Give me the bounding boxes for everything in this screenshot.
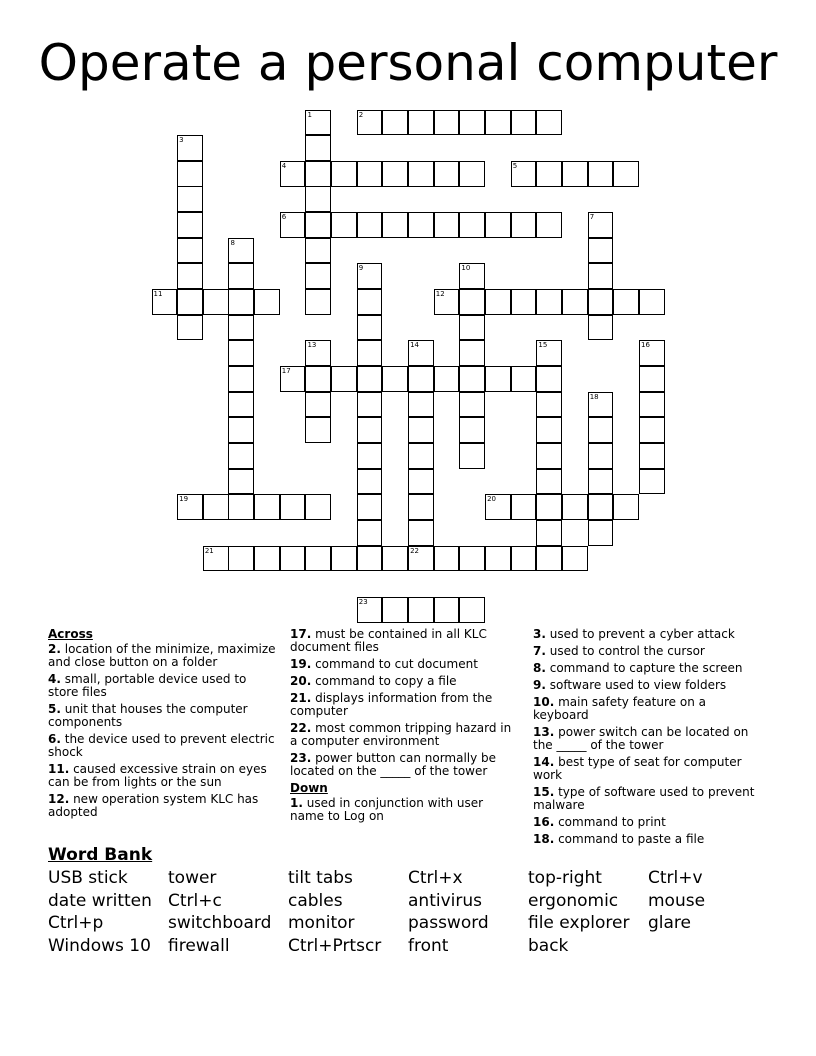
grid-cell[interactable] <box>305 263 331 289</box>
clue-text: command to copy a file <box>311 674 457 688</box>
grid-cell[interactable] <box>485 289 511 315</box>
grid-cell[interactable] <box>408 212 434 238</box>
clue-number: 5 <box>512 161 518 170</box>
grid-cell[interactable] <box>382 212 408 238</box>
grid-cell[interactable] <box>382 366 408 392</box>
grid-cell[interactable] <box>305 546 331 572</box>
word-bank-item: USB stick <box>48 868 128 888</box>
grid-cell[interactable] <box>536 443 562 469</box>
down-clue-list <box>290 797 518 823</box>
grid-cell[interactable] <box>511 366 537 392</box>
across-heading: Across <box>48 627 93 641</box>
grid-cell[interactable] <box>459 315 485 341</box>
grid-cell[interactable] <box>280 494 306 520</box>
grid-cell[interactable] <box>511 212 537 238</box>
clue-number: 14. <box>533 755 555 769</box>
clue-number: 23 <box>358 598 368 607</box>
grid-cell[interactable] <box>357 417 383 443</box>
down-clue-list-continued <box>533 628 765 846</box>
grid-cell[interactable] <box>536 392 562 418</box>
clue-item <box>290 628 518 654</box>
grid-cell[interactable] <box>228 238 254 264</box>
grid-cell[interactable] <box>588 289 614 315</box>
grid-cell[interactable] <box>357 546 383 572</box>
clue-text: small, portable device used to store files <box>48 672 247 699</box>
grid-cell[interactable] <box>485 212 511 238</box>
grid-cell[interactable] <box>562 161 588 187</box>
word-bank-item: back <box>528 936 569 957</box>
grid-cell[interactable] <box>408 340 434 366</box>
grid-cell[interactable] <box>639 289 665 315</box>
clue-item <box>48 793 276 819</box>
grid-cell[interactable] <box>536 494 562 520</box>
grid-cell[interactable] <box>536 110 562 136</box>
grid-cell[interactable] <box>357 597 383 623</box>
grid-cell[interactable] <box>177 289 203 315</box>
clue-text: command to paste a file <box>554 832 705 846</box>
grid-cell[interactable] <box>305 186 331 212</box>
grid-cell[interactable] <box>408 417 434 443</box>
clue-item <box>290 692 518 718</box>
word-bank-item: mouse <box>648 890 706 911</box>
clue-number: 3. <box>533 627 546 641</box>
grid-cell[interactable] <box>357 366 383 392</box>
page-title: Operate a personal computer <box>38 34 778 92</box>
grid-cell[interactable] <box>562 546 588 572</box>
grid-cell[interactable] <box>254 494 280 520</box>
grid-cell[interactable] <box>639 469 665 495</box>
word-bank-item: monitor <box>288 913 355 934</box>
clue-item <box>48 763 276 789</box>
grid-cell[interactable] <box>588 238 614 264</box>
grid-cell[interactable] <box>228 263 254 289</box>
down-heading: Down <box>290 781 328 795</box>
grid-cell[interactable] <box>588 443 614 469</box>
grid-cell[interactable] <box>459 263 485 289</box>
word-bank-item: cables <box>288 890 343 911</box>
grid-cell[interactable] <box>434 212 460 238</box>
clue-number: 21. <box>290 691 312 705</box>
clue-text: command to cut document <box>311 657 478 671</box>
grid-cell[interactable] <box>177 135 203 161</box>
clue-number: 23. <box>290 751 312 765</box>
clue-number: 1. <box>290 796 303 810</box>
grid-cell[interactable] <box>613 494 639 520</box>
word-bank-item: Ctrl+p <box>48 913 104 934</box>
grid-cell[interactable] <box>485 366 511 392</box>
grid-cell[interactable] <box>305 366 331 392</box>
grid-cell[interactable] <box>305 238 331 264</box>
clue-number: 18 <box>589 392 599 401</box>
clue-number: 15 <box>538 341 548 350</box>
grid-cell[interactable] <box>305 289 331 315</box>
grid-cell[interactable] <box>562 494 588 520</box>
grid-cell[interactable] <box>588 469 614 495</box>
clue-item <box>48 733 276 759</box>
clue-item <box>533 756 765 782</box>
clue-number: 11. <box>48 762 70 776</box>
grid-cell[interactable] <box>459 392 485 418</box>
word-bank-item: date written <box>48 890 152 911</box>
grid-cell[interactable] <box>331 161 357 187</box>
word-bank-item: file explorer <box>528 913 630 934</box>
clue-number: 6 <box>281 213 287 222</box>
grid-cell[interactable] <box>408 520 434 546</box>
word-bank-item: switchboard <box>168 913 272 934</box>
clue-number: 19. <box>290 657 312 671</box>
clue-text: used to prevent a cyber attack <box>545 627 735 641</box>
clue-text: power button can normally be located on the _____ of the tower <box>290 751 497 778</box>
grid-cell[interactable] <box>228 417 254 443</box>
clue-text: command to capture the screen <box>545 661 743 675</box>
grid-cell[interactable] <box>357 289 383 315</box>
grid-cell[interactable] <box>357 469 383 495</box>
clue-number: 3 <box>179 136 184 145</box>
clue-text: used to control the cursor <box>545 644 705 658</box>
word-bank-item: Ctrl+Prtscr <box>288 936 382 957</box>
grid-cell[interactable] <box>588 315 614 341</box>
clue-number: 17 <box>281 367 291 376</box>
grid-cell[interactable] <box>434 597 460 623</box>
grid-cell[interactable] <box>305 392 331 418</box>
word-bank <box>48 845 768 958</box>
grid-cell[interactable] <box>408 597 434 623</box>
grid-cell[interactable] <box>536 340 562 366</box>
clue-item <box>533 726 765 752</box>
clue-number: 11 <box>153 290 163 299</box>
grid-cell[interactable] <box>639 340 665 366</box>
grid-cell[interactable] <box>613 289 639 315</box>
clue-number: 22 <box>410 546 420 555</box>
grid-cell[interactable] <box>459 366 485 392</box>
grid-cell[interactable] <box>408 110 434 136</box>
grid-cell[interactable] <box>177 238 203 264</box>
clue-item <box>290 658 518 671</box>
clue-text: new operation system KLC has adopted <box>48 792 259 819</box>
clue-text: the device used to prevent electric shock <box>48 732 275 759</box>
grid-cell[interactable] <box>203 546 229 572</box>
grid-cell[interactable] <box>357 161 383 187</box>
grid-cell[interactable] <box>228 289 254 315</box>
word-bank-item: Ctrl+x <box>408 868 463 888</box>
grid-cell[interactable] <box>639 392 665 418</box>
clue-number: 2. <box>48 642 61 656</box>
clue-number: 16. <box>533 815 555 829</box>
clue-number: 7. <box>533 644 546 658</box>
clue-number: 9 <box>358 264 364 273</box>
grid-cell[interactable] <box>305 340 331 366</box>
grid-cell[interactable] <box>588 263 614 289</box>
grid-cell[interactable] <box>562 289 588 315</box>
grid-cell[interactable] <box>203 494 229 520</box>
grid-cell[interactable] <box>177 161 203 187</box>
grid-cell[interactable] <box>536 212 562 238</box>
grid-cell[interactable] <box>536 469 562 495</box>
grid-cell[interactable] <box>228 392 254 418</box>
clue-number: 22. <box>290 721 312 735</box>
grid-cell[interactable] <box>228 443 254 469</box>
grid-cell[interactable] <box>588 520 614 546</box>
grid-cell[interactable] <box>305 135 331 161</box>
grid-cell[interactable] <box>459 597 485 623</box>
grid-cell[interactable] <box>228 366 254 392</box>
clue-number: 21 <box>204 546 214 555</box>
grid-cell[interactable] <box>434 366 460 392</box>
clue-text: software used to view folders <box>545 678 727 692</box>
word-bank-item: tower <box>168 868 217 888</box>
grid-cell[interactable] <box>382 546 408 572</box>
clue-number: 19 <box>179 495 189 504</box>
grid-cell[interactable] <box>408 469 434 495</box>
grid-cell[interactable] <box>382 597 408 623</box>
grid-cell[interactable] <box>511 494 537 520</box>
grid-cell[interactable] <box>459 212 485 238</box>
grid-cell[interactable] <box>459 289 485 315</box>
grid-cell[interactable] <box>177 263 203 289</box>
across-clue-list <box>48 643 276 819</box>
clue-item <box>290 797 518 823</box>
grid-cell[interactable] <box>357 494 383 520</box>
grid-cell[interactable] <box>408 494 434 520</box>
word-bank-item: front <box>408 936 449 957</box>
clue-number: 12. <box>48 792 70 806</box>
grid-cell[interactable] <box>588 417 614 443</box>
grid-cell[interactable] <box>305 212 331 238</box>
clue-item <box>533 696 765 722</box>
grid-cell[interactable] <box>177 494 203 520</box>
clue-item <box>290 722 518 748</box>
clue-number: 18. <box>533 832 555 846</box>
grid-cell[interactable] <box>408 443 434 469</box>
grid-cell[interactable] <box>331 212 357 238</box>
grid-cell[interactable] <box>254 289 280 315</box>
grid-cell[interactable] <box>434 289 460 315</box>
grid-cell[interactable] <box>536 546 562 572</box>
clue-number: 10 <box>461 264 471 273</box>
grid-cell[interactable] <box>305 494 331 520</box>
clue-text: must be contained in all KLC document files <box>290 627 487 654</box>
grid-cell[interactable] <box>536 417 562 443</box>
clue-number: 4. <box>48 672 61 686</box>
clue-text: caused excessive strain on eyes can be from lights or the sun <box>48 762 267 789</box>
grid-cell[interactable] <box>459 340 485 366</box>
grid-cell[interactable] <box>511 289 537 315</box>
clue-number: 5. <box>48 702 61 716</box>
clue-number: 6. <box>48 732 61 746</box>
grid-cell[interactable] <box>280 546 306 572</box>
clue-number: 8. <box>533 661 546 675</box>
grid-cell[interactable] <box>485 494 511 520</box>
grid-cell[interactable] <box>639 366 665 392</box>
grid-cell[interactable] <box>228 494 254 520</box>
clue-number: 17. <box>290 627 312 641</box>
clue-number: 20. <box>290 674 312 688</box>
clue-item <box>290 752 518 778</box>
grid-cell[interactable] <box>305 110 331 136</box>
clue-number: 10. <box>533 695 555 709</box>
word-bank-item: top-right <box>528 868 602 888</box>
grid-cell[interactable] <box>228 315 254 341</box>
grid-cell[interactable] <box>280 366 306 392</box>
grid-cell[interactable] <box>305 417 331 443</box>
word-bank-item: Ctrl+c <box>168 890 222 911</box>
grid-cell[interactable] <box>280 161 306 187</box>
grid-cell[interactable] <box>357 443 383 469</box>
clue-item <box>48 643 276 669</box>
clue-item <box>533 679 765 692</box>
word-bank-item: ergonomic <box>528 890 619 911</box>
grid-cell[interactable] <box>408 366 434 392</box>
grid-cell[interactable] <box>588 212 614 238</box>
grid-cell[interactable] <box>228 546 254 572</box>
word-bank-heading: Word Bank <box>48 845 153 865</box>
clues-column-2 <box>290 628 518 827</box>
clue-text: command to print <box>554 815 666 829</box>
word-bank-item: Ctrl+v <box>648 868 703 888</box>
clue-item <box>533 662 765 675</box>
clue-item <box>533 628 765 641</box>
grid-cell[interactable] <box>459 110 485 136</box>
grid-cell[interactable] <box>639 443 665 469</box>
grid-cell[interactable] <box>434 546 460 572</box>
grid-cell[interactable] <box>357 315 383 341</box>
grid-cell[interactable] <box>357 340 383 366</box>
clues-column-1 <box>48 628 276 823</box>
grid-cell[interactable] <box>588 161 614 187</box>
clue-number: 20 <box>487 495 496 504</box>
grid-cell[interactable] <box>434 110 460 136</box>
grid-cell[interactable] <box>459 443 485 469</box>
clue-item <box>48 703 276 729</box>
grid-cell[interactable] <box>177 186 203 212</box>
grid-cell[interactable] <box>536 289 562 315</box>
grid-cell[interactable] <box>408 546 434 572</box>
grid-cell[interactable] <box>511 546 537 572</box>
clue-number: 13 <box>307 341 317 350</box>
grid-cell[interactable] <box>331 366 357 392</box>
clue-number: 8 <box>230 238 235 247</box>
grid-cell[interactable] <box>357 212 383 238</box>
grid-cell[interactable] <box>357 520 383 546</box>
grid-cell[interactable] <box>536 161 562 187</box>
grid-cell[interactable] <box>280 212 306 238</box>
grid-cell[interactable] <box>536 520 562 546</box>
clue-number: 14 <box>410 341 420 350</box>
grid-cell[interactable] <box>331 546 357 572</box>
grid-cell[interactable] <box>177 212 203 238</box>
clue-text: best type of seat for computer work <box>533 755 742 782</box>
grid-cell[interactable] <box>459 546 485 572</box>
clue-text: type of software used to prevent malware <box>533 785 755 812</box>
grid-cell[interactable] <box>228 469 254 495</box>
clue-item <box>290 675 518 688</box>
grid-cell[interactable] <box>382 110 408 136</box>
grid-cell[interactable] <box>536 366 562 392</box>
clue-text: main safety feature on a keyboard <box>533 695 706 722</box>
clue-number: 12 <box>435 290 445 299</box>
clue-text: most common tripping hazard in a computer environment <box>290 721 512 748</box>
grid-cell[interactable] <box>177 315 203 341</box>
grid-cell[interactable] <box>408 392 434 418</box>
across-clue-list-continued <box>290 628 518 778</box>
grid-cell[interactable] <box>228 340 254 366</box>
grid-cell[interactable] <box>511 161 537 187</box>
clue-item <box>533 786 765 812</box>
clue-item <box>533 645 765 658</box>
clue-number: 13. <box>533 725 555 739</box>
word-bank-item: Windows 10 <box>48 936 151 957</box>
grid-cell[interactable] <box>639 417 665 443</box>
word-bank-item: glare <box>648 913 692 934</box>
grid-cell[interactable] <box>305 161 331 187</box>
grid-cell[interactable] <box>254 546 280 572</box>
clue-text: used in conjunction with user name to Log on <box>290 796 484 823</box>
clue-number: 2 <box>358 110 364 119</box>
grid-cell[interactable] <box>588 392 614 418</box>
grid-cell[interactable] <box>485 546 511 572</box>
clue-number: 4 <box>281 161 287 170</box>
clue-text: location of the minimize, maximize and close button on a folder <box>48 642 276 669</box>
grid-cell[interactable] <box>357 110 383 136</box>
clue-number: 9. <box>533 678 546 692</box>
word-bank-item: tilt tabs <box>288 868 353 888</box>
grid-cell[interactable] <box>408 161 434 187</box>
clue-text: power switch can be located on the _____ of the tower <box>533 725 749 752</box>
grid-cell[interactable] <box>357 263 383 289</box>
grid-cell[interactable] <box>485 110 511 136</box>
grid-cell[interactable] <box>382 161 408 187</box>
clue-text: displays information from the computer <box>290 691 493 718</box>
grid-cell[interactable] <box>613 161 639 187</box>
grid-cell[interactable] <box>357 392 383 418</box>
clue-item <box>48 673 276 699</box>
clues-column-3 <box>533 628 765 850</box>
grid-cell[interactable] <box>152 289 178 315</box>
word-bank-item <box>648 935 768 958</box>
clue-item <box>533 816 765 829</box>
grid-cell[interactable] <box>588 494 614 520</box>
word-bank-item: antivirus <box>408 890 482 911</box>
word-bank-grid <box>48 867 768 958</box>
grid-cell[interactable] <box>459 161 485 187</box>
clue-number: 16 <box>641 341 650 350</box>
clue-number: 1 <box>307 110 312 119</box>
word-bank-item: firewall <box>168 936 230 957</box>
clue-number: 7 <box>589 213 595 222</box>
word-bank-item: password <box>408 913 489 934</box>
grid-cell[interactable] <box>203 289 229 315</box>
clue-number: 15. <box>533 785 555 799</box>
grid-cell[interactable] <box>434 161 460 187</box>
grid-cell[interactable] <box>511 110 537 136</box>
grid-cell[interactable] <box>459 417 485 443</box>
clue-text: unit that houses the computer components <box>48 702 248 729</box>
